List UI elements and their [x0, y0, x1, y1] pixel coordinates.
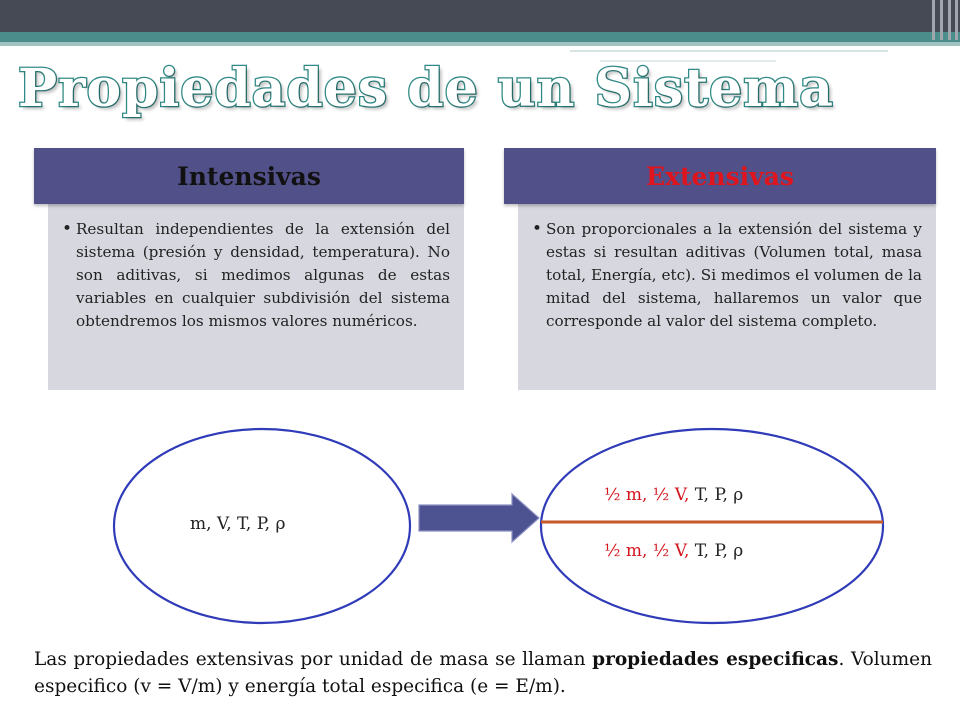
full-system-label: m, V, T, P, ρ: [190, 514, 286, 534]
top-half-extensive: ½ m, ½ V,: [604, 485, 690, 505]
footer-paragraph: [34, 646, 932, 700]
bottom-half-intensive: T, P, ρ: [689, 541, 744, 561]
footer-text-2: . Volumen especifico (v = V/m) y energía total especifica (e = E/m).: [34, 649, 932, 697]
bullet-icon: •: [532, 219, 543, 239]
extensive-description: Son proporcionales a la extensión del sistema y estas si resultan aditivas (Volumen total, masa total, Energía, etc). Si medimos el volumen de la mitad del sistema, hallaremos un valor que corresponde al valor del sistema completo.: [546, 220, 922, 330]
footer-text-1: Las propiedades extensivas por unidad de masa se llaman: [34, 649, 593, 670]
top-half-intensive: T, P, ρ: [689, 485, 744, 505]
page-title: Propiedades de un Sistema: [18, 58, 834, 119]
accent-line: [570, 50, 888, 52]
system-diagram: [0, 400, 960, 640]
intensive-card: [34, 148, 464, 390]
extensive-card: [504, 148, 936, 390]
top-bar: [0, 0, 960, 32]
bullet-icon: •: [62, 219, 73, 239]
extensive-card-body: [518, 204, 936, 390]
intensive-card-body: [48, 204, 464, 390]
footer-bold-term: propiedades especificas: [592, 649, 839, 670]
top-accent-strip: [0, 32, 960, 42]
extensive-heading: Extensivas: [504, 148, 936, 204]
bottom-half-extensive: ½ m, ½ V,: [604, 541, 690, 561]
corner-bars: [928, 0, 960, 40]
split-system-ellipse: [541, 429, 883, 623]
bottom-half-label: [604, 541, 743, 561]
top-accent-strip-light: [0, 42, 960, 46]
top-half-label: [604, 485, 743, 505]
arrow-right-icon: [419, 494, 539, 542]
intensive-heading: Intensivas: [34, 148, 464, 204]
intensive-description: Resultan independientes de la extensión del sistema (presión y densidad, temperatura). No son aditivas, si medimos algunas de estas variables en cualquier subdivisión del sistema obtendremos los mismos valores numéricos.: [76, 220, 450, 330]
